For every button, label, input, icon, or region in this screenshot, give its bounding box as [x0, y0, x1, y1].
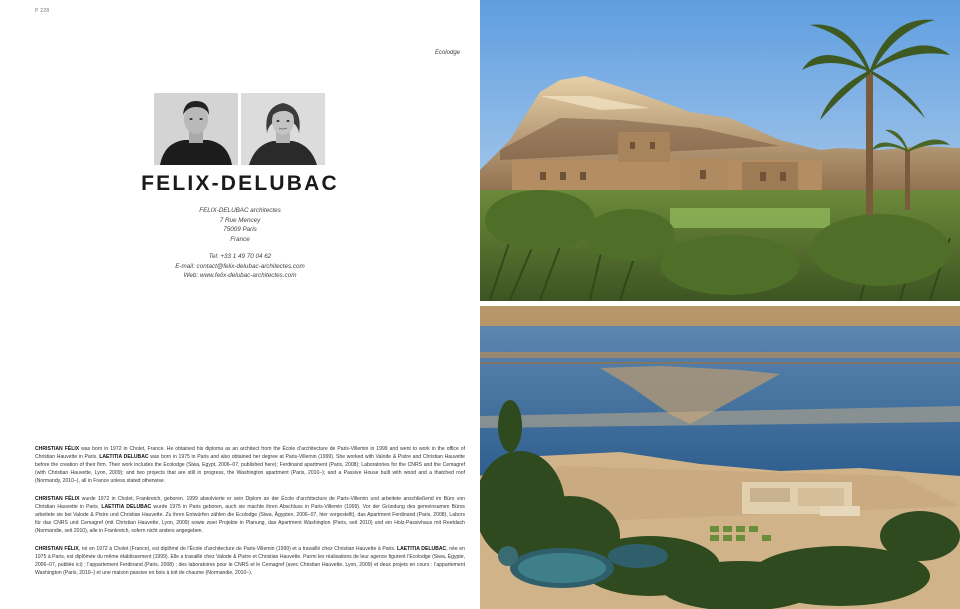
biography-french [35, 546, 465, 578]
bio-name: CHRISTIAN FÉLIX [35, 496, 80, 503]
bio-name: CHRISTIAN FÉLIX [35, 546, 79, 553]
contact-phone: Tel: +33 1 49 70 04 62 [208, 253, 272, 260]
biography-english [35, 446, 465, 486]
address-line: France [230, 235, 250, 243]
address-line: 7 Rue Mencey [219, 216, 261, 224]
address-line: 75009 Paris [223, 226, 257, 234]
section-label: Ecolodge [434, 50, 460, 56]
address-line: FELIX-DELUBAC architectes [199, 207, 281, 214]
biography-german [35, 496, 465, 536]
ecolodge-aerial-photo [480, 306, 960, 609]
firm-contact [0, 252, 480, 281]
portrait-laetitia-delubac [241, 93, 325, 165]
bio-text: , né en 1972 à Cholet (France), est diplômé de l’École d’architecture de Paris-Villemin (1999) et a travaillé chez Christian Hauvette à Paris. [78, 546, 397, 553]
contact-email: E-mail: contact@felix-delubac-architectes.com [175, 262, 305, 270]
ecolodge-photo-front [480, 0, 960, 301]
bio-name: CHRISTIAN FÉLIX [35, 446, 80, 453]
bio-name: LAETITIA DELUBAC [99, 454, 149, 460]
bio-text: wurde 1972 in Cholet, Frankreich, geboren. 1999 absolvierte er sein Diplom an der École d’architecture de Paris-Villemin und arbeitete anschließend im Büro von Christian Hauvette in Paris. [35, 496, 465, 510]
bio-name: LAETITIA DELUBAC [101, 504, 152, 510]
portrait-christian-felix [154, 93, 238, 165]
firm-name: FELIX-DELUBAC [141, 172, 339, 195]
bio-name: LAETITIA DELUBAC [396, 546, 447, 553]
contact-web: Web: www.felix-delubac-architectes.com [183, 272, 297, 280]
bio-text: was born in 1972 in Cholet, France. He obtained his diploma as an architect from the École d’architecture de Paris-Villemin in 1999 and went to work in the office of Christian Hauvette in Paris. [35, 446, 465, 460]
page-number: P 228 [35, 8, 50, 14]
right-page [480, 0, 960, 609]
bio-text: wurde 1975 in Paris geboren, auch sie machte ihren Abschluss in Paris-Villemin (1999). Vor der Gründung des gemeinsamen Büros arbeitete sie bei Valode & Pistre und Christian Hauvette. Zu ihren Entwürfen zählen die Ecolodge (Siwa, Ägypten, 2006–07, hier vorgestellt), das Apartment Ferdinand (Paris, 2008), Labors für das CNRS und Cemagref (mit Christian Hauvette, Lyon, 2009) sowie zwei Projekte in Planung, das Apartment Washington (Paris, seit 2010) und ein Holz-Passivhaus mit Reetdach (Normandie, seit 2010), alle in Frankreich, sofern nicht anders angegeben. [35, 504, 465, 534]
bio-text: , née en 1975 à Paris, est diplômée du même établissement (1999). Elle a travaillé chez Valode & Pistre et Christian Hauvette. Parmi les réalisations de leur agence figurent l’Ecolodge (Siwa, Égypte, 2006–07, publiée ici) ; l’appartement Ferdinand (Paris, 2008) ; des laboratoires pour le CNRS et le Cemagref (avec Christian Hauvette, Lyon, 2009) et deux projets en cours : l’appartement Washington (Paris, 2010–) et une maison passive en bois à toit de chaume (Normandie, 2010–). [35, 546, 465, 576]
firm-address [0, 206, 480, 244]
bio-text: was born in 1975 in Paris and also obtained her degree at Paris-Villemin (1999). She worked with Valode & Pistre and Christian Hauvette before the creation of their firm. Their work includes the Ecolodge (Siwa, Egypt, 2006–07, published here); Ferdinand apartment (Paris, 2008); Laboratories for the CNRS and the Cemagref (with Christian Hauvette, Lyon, 2009); and two projects that are still in progress, the Washington apartment (Paris, 2010–); and a Passive House built with wood and a thatched roof (Normandy, 2010–), all in France unless stated otherwise. [35, 454, 465, 484]
